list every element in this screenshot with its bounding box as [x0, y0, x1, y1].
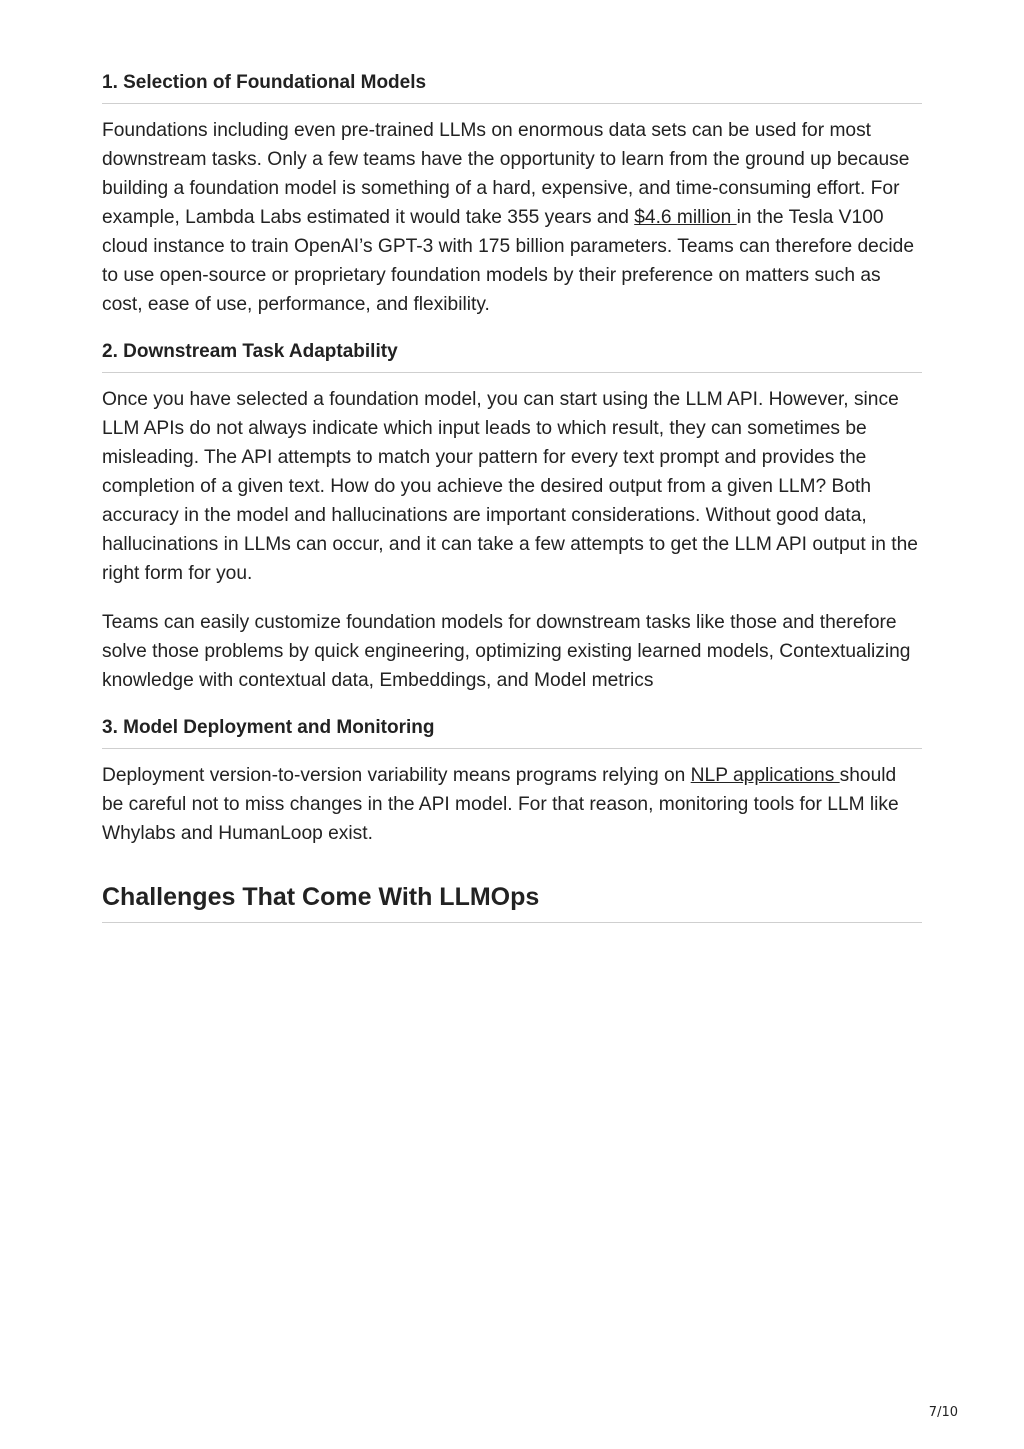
paragraph-task-adaptability-2: Teams can easily customize foundation models for downstream tasks like those and therefore solve those problems by quick engineering, optimizing existing learned models, Contextualizing knowledge with contextual data, Embeddings, and Model metrics — [102, 612, 911, 691]
paragraph-task-adaptability-1: Once you have selected a foundation model, you can start using the LLM API. However, since LLM APIs do not always indicate which input leads to which result, they can sometimes be misleading. The API attempts to match your pattern for every text prompt and provides the completion of a given text. How do you achieve the desired output from a given LLM? Both accuracy in the model and hallucinations are important considerations. Without good data, hallucinations in LLMs can occur, and it can take a few attempts to get the LLM API output in the right form for you. — [102, 389, 918, 584]
document-page — [102, 70, 922, 923]
spacer — [102, 868, 922, 880]
paragraph-foundational-models — [102, 116, 922, 319]
link-4-6-million[interactable]: $4.6 million — [634, 207, 737, 228]
paragraph-text: Foundations including even pre-trained LLMs on enormous data sets can be used for most downstream tasks. Only a few teams have the opportunity to learn from the ground up because building a foundation model is something of a hard, expensive, and time-consuming effort. For example, Lambda Labs estimated it would take 355 years and — [102, 120, 910, 228]
section-heading-deployment-monitoring: 3. Model Deployment and Monitoring — [102, 715, 922, 749]
page-number: 7/10 — [928, 1405, 958, 1420]
main-heading-challenges: Challenges That Come With LLMOps — [102, 880, 922, 923]
paragraph-text: should be careful not to miss changes in the API model. For that reason, monitoring tools for LLM like Whylabs and HumanLoop exist. — [102, 765, 899, 844]
paragraph-deployment-monitoring — [102, 761, 922, 848]
section-heading-task-adaptability: 2. Downstream Task Adaptability — [102, 339, 922, 373]
paragraph-text: in the Tesla V100 cloud instance to train OpenAI’s GPT-3 with 175 billion parameters. Teams can therefore decide to use open-source or proprietary foundation models by their preference on matters such as cost, ease of use, performance, and flexibility. — [102, 207, 914, 315]
link-nlp-applications[interactable]: NLP applications — [690, 765, 840, 786]
section-heading-foundational-models: 1. Selection of Foundational Models — [102, 70, 922, 104]
paragraph-text: Deployment version-to-version variability means programs relying on — [102, 765, 691, 786]
